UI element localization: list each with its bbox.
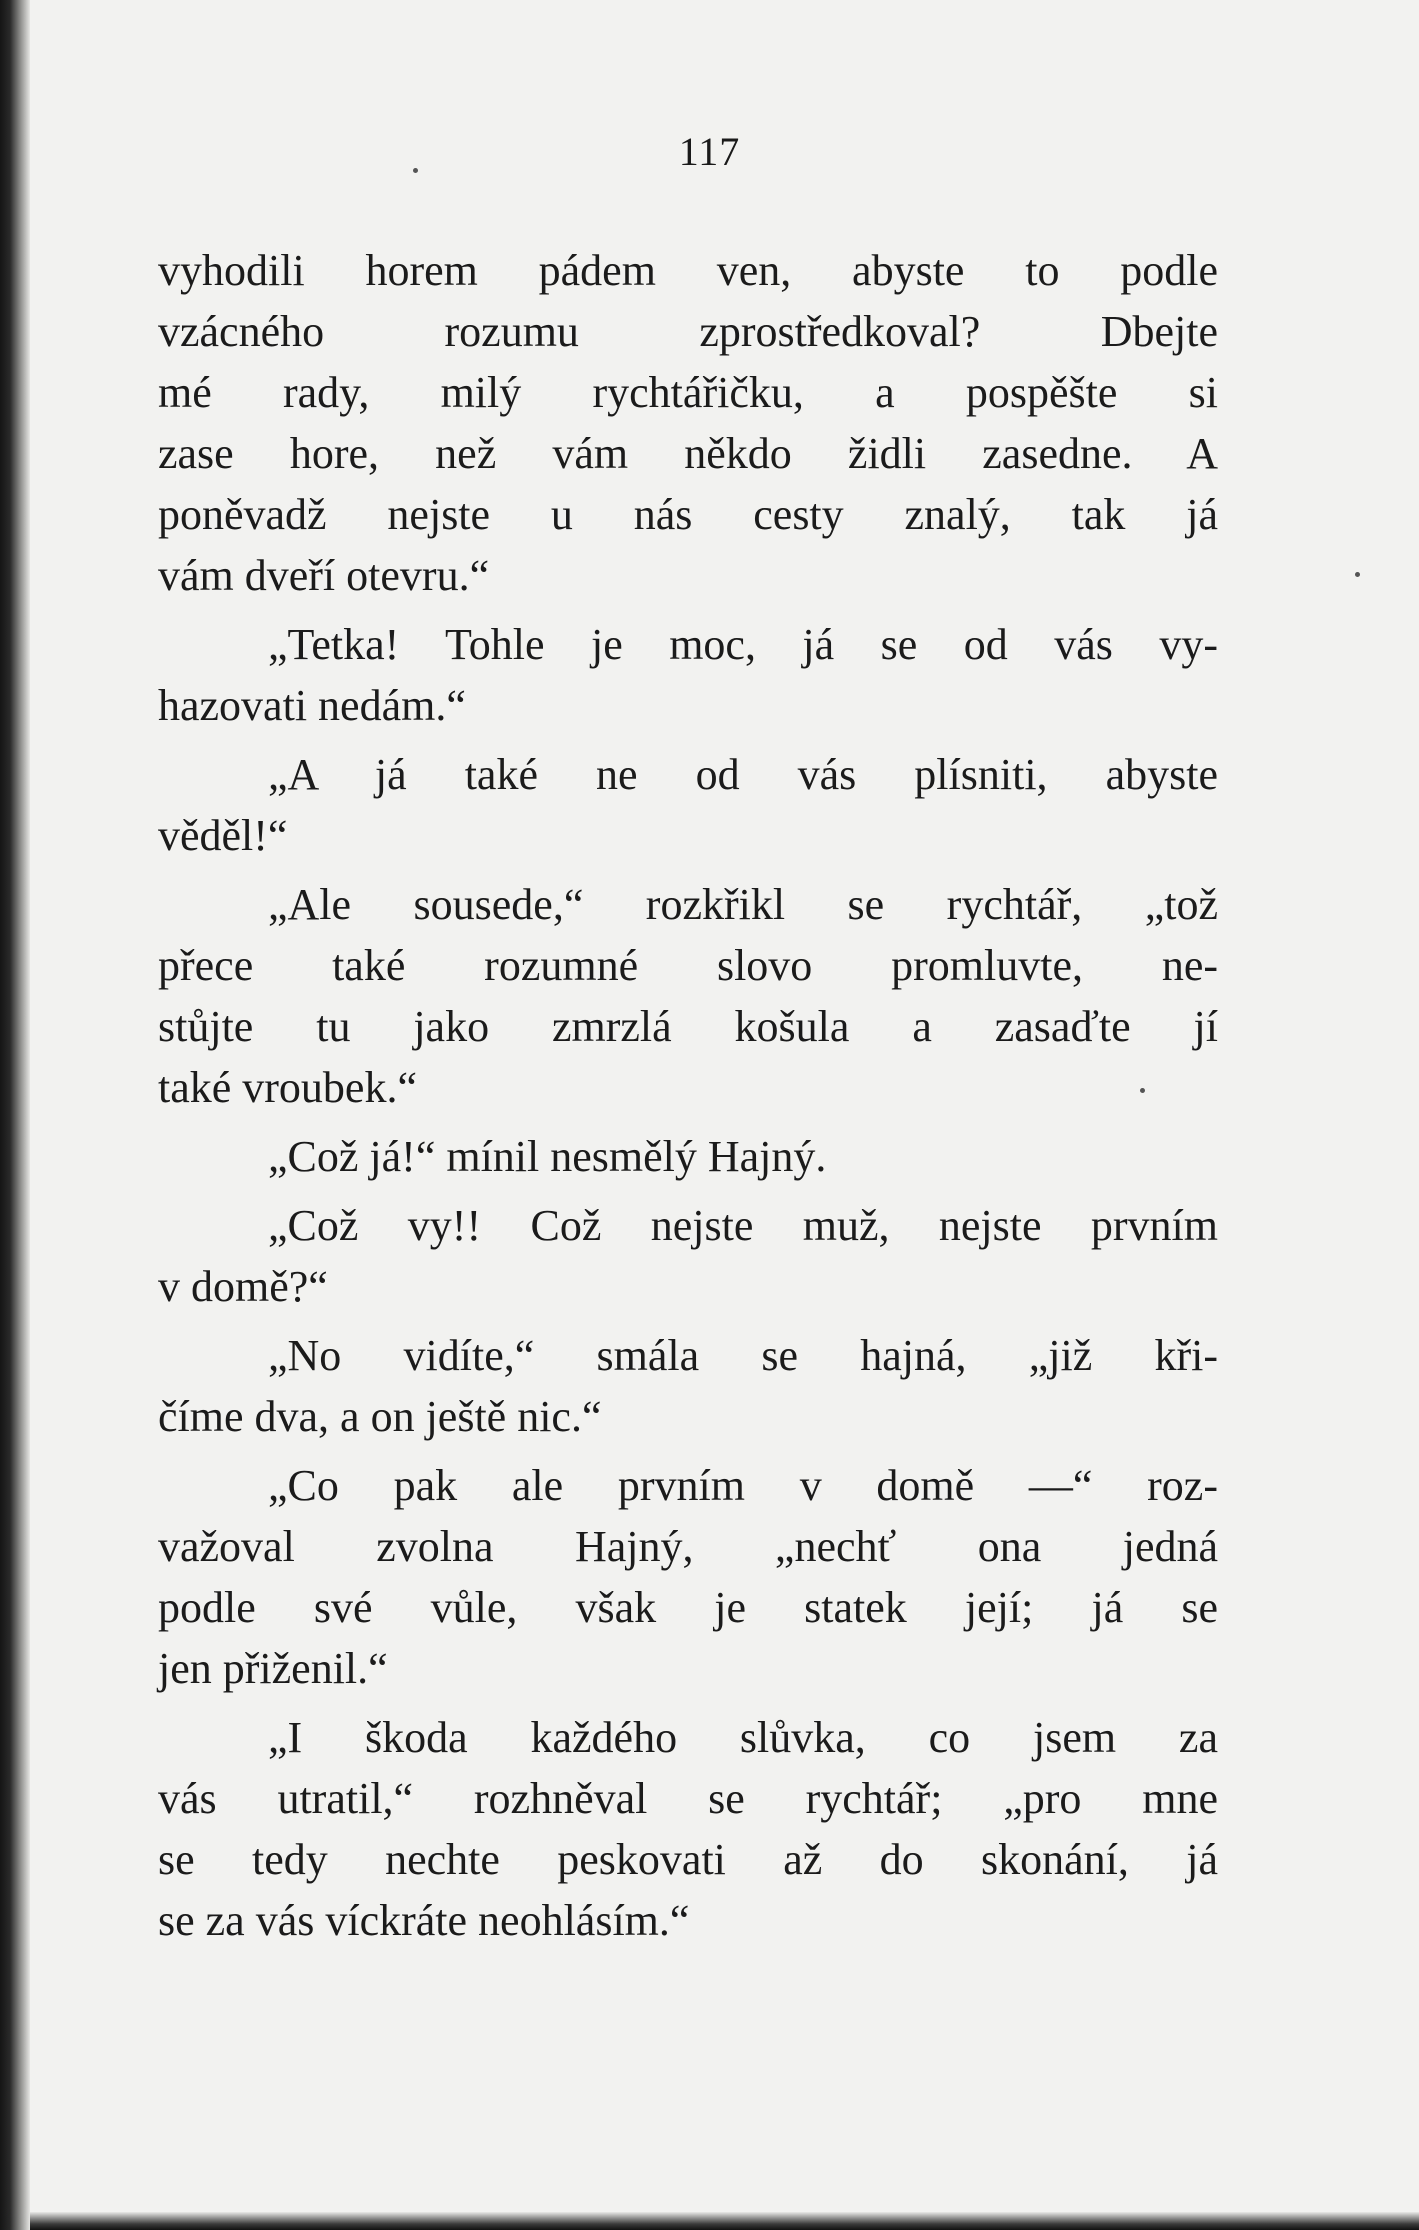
text-line: podle své vůle, však je statek její; já se [158, 1583, 1218, 1632]
text-line: vyhodili horem pádem ven, abyste to podle [158, 246, 1218, 295]
text-line: vzácného rozumu zprostředkoval? Dbejte [158, 307, 1218, 356]
paragraph [158, 1325, 1218, 1447]
text-line: číme dva, a on ještě nic.“ [158, 1392, 602, 1441]
page-bottom-edge [30, 2212, 1419, 2230]
text-line: poněvadž nejste u nás cesty znalý, tak já [158, 490, 1218, 539]
page-number: 117 [678, 129, 741, 174]
paragraph [158, 1707, 1218, 1951]
text-line: „Co pak ale prvním v domě —“ roz- [268, 1461, 1218, 1510]
print-speck [1355, 572, 1360, 577]
paragraph [158, 1195, 1218, 1317]
text-line: v domě?“ [158, 1262, 328, 1311]
paragraph [158, 1455, 1218, 1699]
text-line: zase hore, než vám někdo židli zasedne. A [158, 429, 1218, 478]
paragraph [158, 1126, 1218, 1187]
text-line: mé rady, milý rychtářičku, a pospěšte si [158, 368, 1218, 417]
text-line: važoval zvolna Hajný, „nechť ona jedná [158, 1522, 1218, 1571]
text-line: vám dveří otevru.“ [158, 551, 490, 600]
body-text [158, 240, 1218, 1959]
text-line: hazovati nedám.“ [158, 681, 466, 730]
text-line: „No vidíte,“ smála se hajná, „již kři- [268, 1331, 1218, 1380]
text-line: se tedy nechte peskovati až do skonání, já [158, 1835, 1218, 1884]
paragraph [158, 874, 1218, 1118]
text-line: „Ale sousede,“ rozkřikl se rychtář, „tož [268, 880, 1218, 929]
paragraph [158, 240, 1218, 606]
text-line: věděl!“ [158, 811, 288, 860]
paragraph [158, 614, 1218, 736]
text-line: stůjte tu jako zmrzlá košula a zasaďte jí [158, 1002, 1218, 1051]
text-line: jen přiženil.“ [158, 1644, 388, 1693]
text-line: „A já také ne od vás plísniti, abyste [268, 750, 1218, 799]
text-line: „Tetka! Tohle je moc, já se od vás vy- [268, 620, 1218, 669]
text-line: „Což vy!! Což nejste muž, nejste prvním [268, 1201, 1218, 1250]
text-line: se za vás víckráte neohlásím.“ [158, 1896, 690, 1945]
book-binding-edge [0, 0, 30, 2230]
text-line: „Což já!“ mínil nesmělý Hajný. [268, 1132, 827, 1181]
text-line: „I škoda každého slůvka, co jsem za [268, 1713, 1218, 1762]
text-line: také vroubek.“ [158, 1063, 417, 1112]
text-line: přece také rozumné slovo promluvte, ne- [158, 941, 1218, 990]
text-line: vás utratil,“ rozhněval se rychtář; „pro mne [158, 1774, 1218, 1823]
paragraph [158, 744, 1218, 866]
